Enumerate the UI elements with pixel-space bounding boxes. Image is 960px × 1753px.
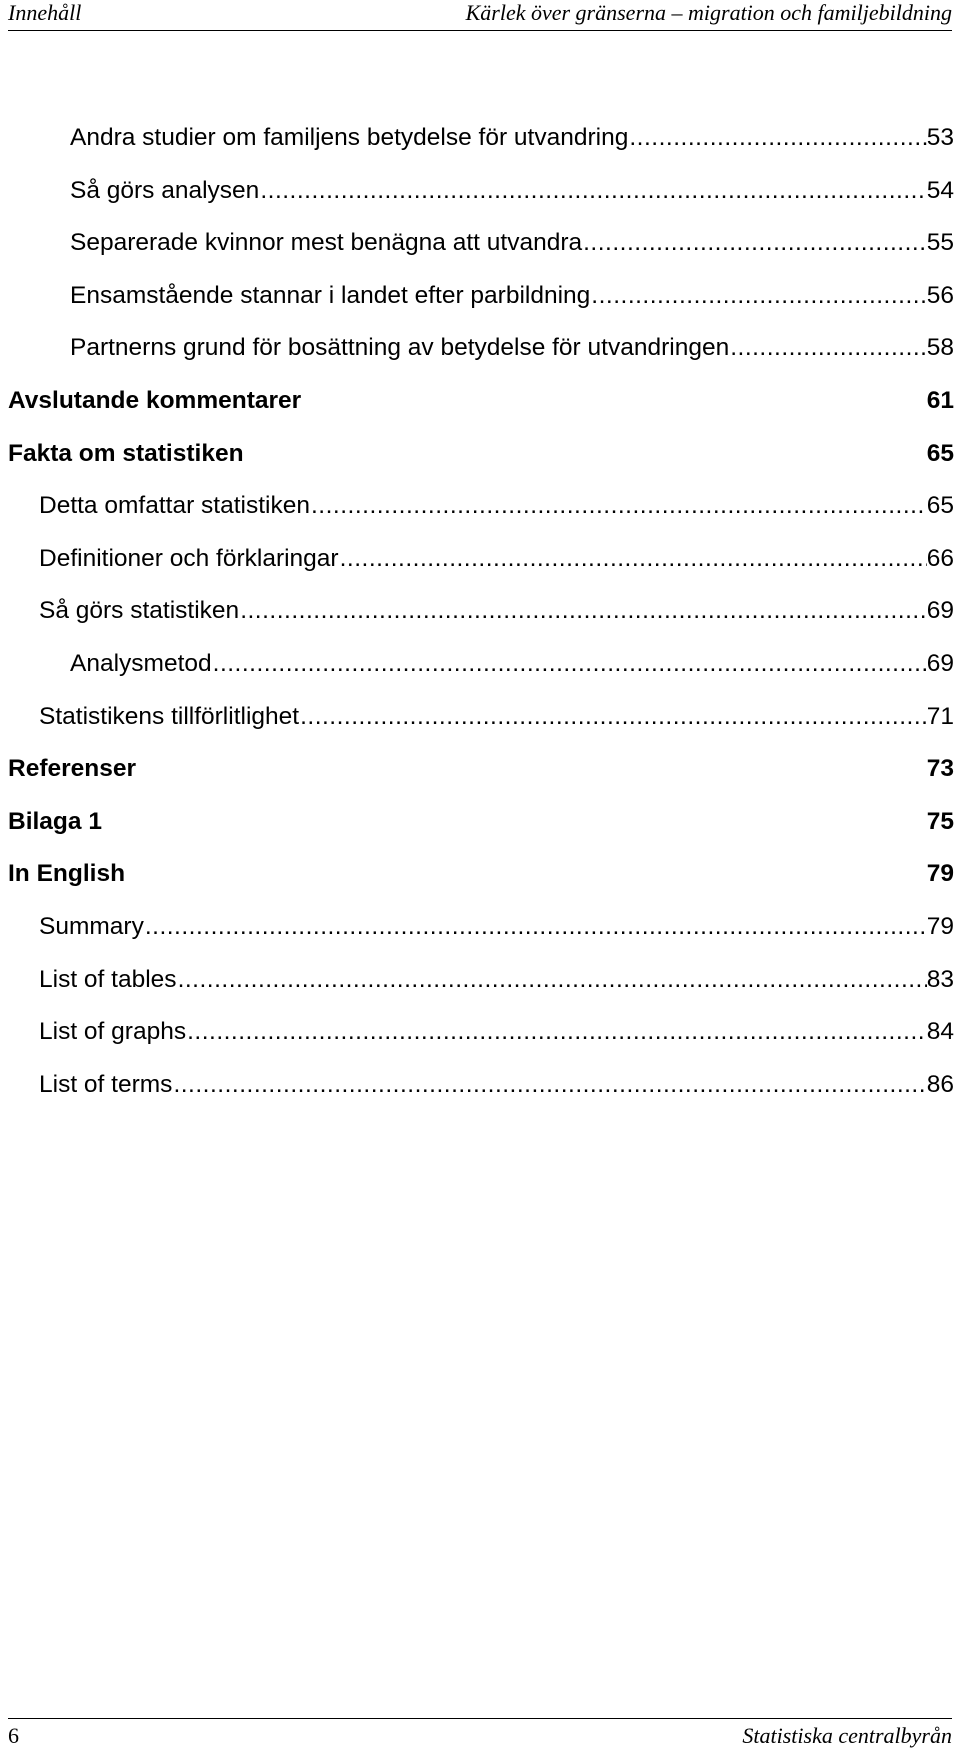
- toc-entry-page: 53: [926, 124, 954, 151]
- toc-entry[interactable]: [8, 901, 954, 954]
- toc-entry-label: Detta omfattar statistiken: [39, 492, 310, 520]
- toc-entry-label: Avslutande kommentarer: [8, 386, 302, 414]
- toc-entry-label: Bilaga 1: [8, 807, 102, 835]
- toc-dot-leader: [582, 217, 927, 270]
- toc-entry[interactable]: [8, 691, 954, 744]
- toc-dot-leader: [590, 270, 926, 323]
- toc-entry-page: 65: [926, 492, 954, 520]
- toc-entry[interactable]: [8, 743, 954, 796]
- toc-entry-label: Så görs analysen: [70, 176, 260, 204]
- header-section: Innehåll: [8, 0, 82, 25]
- running-header: [8, 0, 952, 31]
- toc-entry-label: List of tables: [39, 965, 177, 993]
- toc-entry[interactable]: [8, 375, 954, 428]
- toc-entry-page: 56: [926, 281, 954, 309]
- toc-entry[interactable]: [8, 796, 954, 849]
- toc-entry-page: 69: [926, 597, 954, 625]
- toc-entry[interactable]: [8, 954, 954, 1007]
- toc-entry-page: 71: [926, 702, 954, 730]
- toc-entry-label: Analysmetod: [70, 649, 212, 677]
- toc-entry-page: 65: [926, 439, 954, 467]
- toc-dot-leader: [172, 1059, 926, 1112]
- toc-entry-label: Andra studier om familjens betydelse för utvandring: [70, 124, 629, 151]
- toc-dot-leader: [144, 901, 927, 954]
- toc-entry[interactable]: [8, 638, 954, 691]
- toc-entry[interactable]: [8, 428, 954, 481]
- toc-entry-page: 86: [926, 1070, 954, 1098]
- toc-entry-page: 75: [926, 807, 954, 835]
- toc-entry[interactable]: [8, 1006, 954, 1059]
- toc-entry[interactable]: [8, 270, 954, 323]
- toc-entry[interactable]: [8, 585, 954, 638]
- toc-entry[interactable]: [8, 112, 954, 165]
- toc-entry[interactable]: [8, 1059, 954, 1112]
- toc-entry-label: Definitioner och förklaringar: [39, 544, 339, 572]
- toc-entry-label: Referenser: [8, 755, 137, 783]
- toc-dot-leader: [729, 322, 927, 375]
- toc-dot-leader: [310, 480, 927, 533]
- toc-dot-leader: [212, 638, 927, 691]
- header-title: Kärlek över gränserna – migration och familjebildning: [465, 0, 952, 25]
- toc-entry-label: Ensamstående stannar i landet efter parbildning: [70, 281, 591, 309]
- table-of-contents: [8, 112, 954, 1111]
- toc-entry-label: Statistikens tillförlitlighet: [39, 702, 300, 730]
- toc-entry-label: List of terms: [39, 1070, 173, 1098]
- toc-entry-page: 73: [926, 755, 954, 783]
- toc-entry-label: List of graphs: [39, 1018, 187, 1046]
- toc-entry-page: 66: [926, 544, 954, 572]
- toc-entry[interactable]: [8, 480, 954, 533]
- toc-entry-label: In English: [8, 860, 126, 888]
- toc-entry-page: 69: [926, 649, 954, 677]
- toc-entry[interactable]: [8, 848, 954, 901]
- toc-entry-page: 54: [926, 176, 954, 204]
- toc-entry-label: Fakta om statistiken: [8, 439, 244, 467]
- toc-entry-page: 55: [926, 229, 954, 257]
- toc-dot-leader: [299, 691, 927, 744]
- toc-dot-leader: [259, 165, 926, 218]
- toc-entry-page: 61: [926, 386, 954, 414]
- toc-entry[interactable]: [8, 165, 954, 218]
- toc-entry-label: Partnerns grund för bosättning av betydelse för utvandringen: [70, 334, 730, 362]
- toc-dot-leader: [177, 954, 927, 1007]
- toc-dot-leader: [339, 533, 927, 586]
- toc-entry-page: 58: [926, 334, 954, 362]
- footer-page-number: 6: [8, 1723, 19, 1748]
- toc-dot-leader: [239, 585, 927, 638]
- toc-entry[interactable]: [8, 322, 954, 375]
- toc-entry-page: 79: [926, 860, 954, 888]
- toc-entry[interactable]: [8, 217, 954, 270]
- toc-entry-label: Separerade kvinnor mest benägna att utvandra: [70, 229, 583, 257]
- toc-dot-leader: [628, 112, 926, 165]
- running-footer: [8, 1718, 952, 1753]
- toc-dot-leader: [186, 1006, 927, 1059]
- footer-publisher: Statistiska centralbyrån: [742, 1723, 952, 1748]
- toc-entry-page: 84: [926, 1018, 954, 1046]
- toc-entry[interactable]: [8, 533, 954, 586]
- toc-entry-page: 83: [926, 965, 954, 993]
- toc-entry-label: Så görs statistiken: [39, 597, 240, 625]
- toc-entry-label: Summary: [39, 912, 144, 940]
- toc-entry-page: 79: [926, 912, 954, 940]
